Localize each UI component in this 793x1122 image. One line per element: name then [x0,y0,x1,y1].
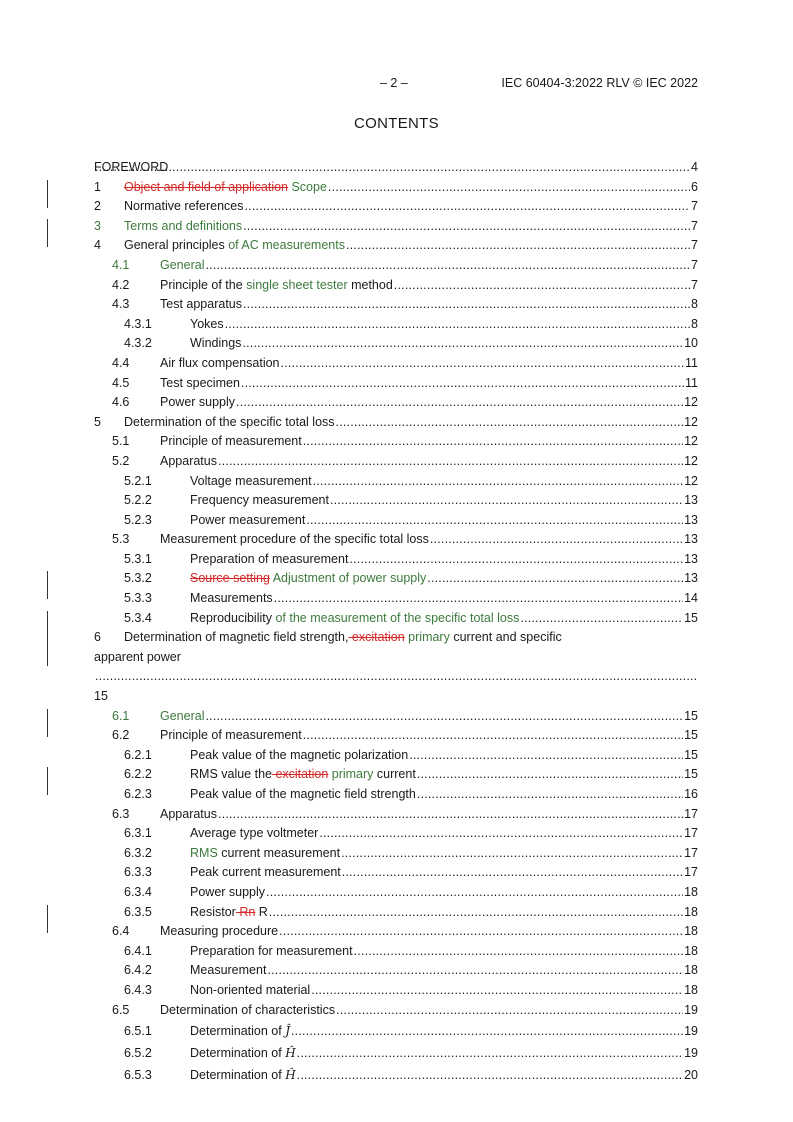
toc-page-number: 8 [691,297,698,312]
toc-entry[interactable] [94,746,698,766]
toc-entry[interactable] [94,1020,698,1042]
change-bar [47,709,48,737]
toc-page-number: 4 [691,160,698,174]
toc-entry[interactable] [94,530,698,550]
toc-entry-number: 6.5 [112,1002,130,1017]
toc-entry-number: 6 [94,630,101,645]
dot-leader [242,334,683,354]
toc-entry[interactable] [94,334,698,354]
toc-entry[interactable] [94,863,698,883]
dot-leader [319,824,683,844]
toc-entry[interactable] [94,1001,698,1021]
dot-leader [291,1020,683,1042]
toc-entry-title: Source setting Adjustment of power supply [190,571,427,586]
toc-page-number: 18 [684,924,698,939]
toc-entry-number: 5.2.2 [124,493,152,508]
table-of-contents [94,158,698,1086]
toc-entry[interactable] [94,472,698,492]
toc-entry[interactable] [94,315,698,335]
toc-entry-number: 5.2.1 [124,473,152,488]
dot-leader [430,530,683,550]
toc-entry-number: 6.5.1 [124,1024,152,1039]
toc-entry-title: Preparation for measurement [190,943,353,958]
toc-entry[interactable] [94,354,698,374]
dot-leader [269,903,683,923]
toc-entry-title: Power measurement [190,512,306,527]
toc-entry[interactable] [94,295,698,315]
toc-entry-number: 5.2.3 [124,512,152,527]
dot-leader [205,256,690,276]
toc-entry[interactable] [94,374,698,394]
toc-page-number: 7 [691,277,698,292]
toc-entry[interactable] [94,197,698,217]
toc-page-number: 13 [684,512,698,527]
dot-leader [205,707,683,727]
toc-entry[interactable] [94,393,698,413]
change-bar [47,630,48,666]
toc-entry-title: Determination of the specific total loss [124,414,335,429]
toc-entry-number: 6.5.2 [124,1046,152,1061]
toc-page-number: 17 [684,865,698,880]
toc-entry-title: Determination of Ĥ [190,1068,296,1083]
toc-entry[interactable] [94,432,698,452]
toc-entry-title: Apparatus [160,806,217,821]
toc-entry-number: 5.3.3 [124,591,152,606]
toc-page-number: 12 [684,473,698,488]
toc-entry[interactable] [94,217,698,237]
dot-leader [267,961,683,981]
toc-entry[interactable] [94,726,698,746]
toc-entry[interactable] [94,805,698,825]
change-bar [47,180,48,208]
toc-page-number: 19 [684,1002,698,1017]
toc-entry[interactable] [94,178,698,198]
toc-entry[interactable] [94,785,698,805]
toc-entry-number: 6.4.1 [124,943,152,958]
toc-page-number: 17 [684,826,698,841]
toc-page-number: 13 [684,571,698,586]
toc-entry-title: Power supply [160,395,236,410]
toc-entry-number: 4.3.1 [124,316,152,331]
toc-page-number: 18 [684,963,698,978]
dot-leader [245,197,691,217]
toc-entry-number: 4.5 [112,375,130,390]
toc-entry-number: 6.3 [112,806,130,821]
toc-entry-number: 5.3.2 [124,571,152,586]
toc-page-number: 6 [691,179,698,194]
toc-entry-title: Average type voltmeter [190,826,319,841]
toc-entry[interactable] [94,413,698,433]
toc-page-number: 15 [684,708,698,723]
toc-entry-title: Peak value of the magnetic polarization [190,747,409,762]
dot-leader [297,1064,683,1086]
toc-page-number: 13 [684,532,698,547]
toc-entry[interactable] [94,824,698,844]
toc-entry-number: 4.2 [112,277,130,292]
math-symbol: Ĥ [285,1046,296,1061]
dot-leader [95,667,697,687]
math-symbol: Ĵ [285,1024,290,1039]
toc-page-number: 13 [684,493,698,508]
toc-entry-title: Principle of measurement [160,728,302,743]
toc-page-number: 7 [691,218,698,233]
dot-leader [336,413,684,433]
toc-entry-title: Determination of magnetic field strength, excitation primary current and specific [124,630,562,645]
toc-entry-title: Test apparatus [160,297,242,312]
toc-page-number: 7 [691,238,698,253]
toc-entry-number: 5.3.1 [124,551,152,566]
toc-entry[interactable]: FOREWORD ..... 4 [94,158,698,178]
toc-entry[interactable] [94,628,698,706]
toc-entry-number: 6.2.1 [124,747,152,762]
toc-page-number: 19 [684,1024,698,1039]
toc-entry-title: Measurement procedure of the specific total loss [160,532,429,547]
toc-page-number: 17 [684,806,698,821]
dot-leader [303,432,683,452]
toc-entry-title: Reproducibility of the measurement of the specific total loss [190,610,520,625]
toc-entry-number: 5.3 [112,532,130,547]
toc-entry[interactable] [94,883,698,903]
toc-page-number: 18 [684,943,698,958]
toc-entry[interactable] [94,569,698,589]
toc-entry-number: 1 [94,179,101,194]
dot-leader [303,726,683,746]
toc-entry-title: Frequency measurement [190,493,329,508]
change-bar [47,767,48,795]
toc-entry[interactable] [94,589,698,609]
toc-entry-number: 3 [94,218,101,233]
dot-leader [218,805,683,825]
toc-entry-title: Measuring procedure [160,924,279,939]
toc-page-number: 18 [684,982,698,997]
dot-leader [336,1001,683,1021]
toc-entry-title: Determination of Ĵ [190,1024,290,1039]
toc-entry-title: General [160,257,205,272]
toc-entry-number: 6.3.3 [124,865,152,880]
standard-reference: IEC 60404-3:2022 RLV © IEC 2022 [501,76,698,90]
dot-leader [236,393,683,413]
dot-leader [328,178,690,198]
dot-leader [279,922,683,942]
toc-entry[interactable] [94,942,698,962]
toc-entry-title: Measurement [190,963,267,978]
dot-leader [342,863,683,883]
toc-entry-title: Peak value of the magnetic field strength [190,787,416,801]
toc-page-number: 15 [94,689,108,704]
toc-entry-title: Principle of the single sheet tester method [160,277,393,292]
toc-entry[interactable] [94,922,698,942]
toc-page-number: 15 [684,728,698,743]
toc-entry-title: Measurements [190,591,273,606]
toc-page-number: 16 [684,787,698,801]
toc-entry-number: 5.1 [112,434,130,449]
dot-leader [225,315,690,335]
toc-page-number: 15 [684,610,698,625]
dot-leader [394,276,690,296]
dot-leader [266,883,683,903]
toc-entry-number: 5 [94,414,101,429]
toc-page-number: 13 [684,551,698,566]
toc-entry-number: 6.4.3 [124,982,152,997]
dot-leader [243,217,690,237]
dot-leader [218,452,683,472]
toc-page-number: 19 [684,1046,698,1061]
math-symbol: Ĥ [285,1068,296,1083]
contents-title: CONTENTS [354,115,439,132]
toc-page-number: 12 [684,414,698,429]
dot-leader [311,981,683,1001]
toc-entry-number: 6.3.2 [124,845,152,860]
toc-entry-number: 4 [94,238,101,253]
toc-page-number: 10 [684,336,698,351]
toc-entry-number: 6.4 [112,924,130,939]
dot-leader [520,609,683,629]
toc-entry-title: Windings [190,336,242,351]
toc-entry-number: 5.3.4 [124,610,152,625]
dot-leader [346,236,690,256]
toc-entry[interactable] [94,1064,698,1086]
page-number: – 2 – [380,76,408,90]
toc-entry-title: Non-oriented material [190,982,311,997]
dot-leader [341,844,683,864]
toc-entry[interactable] [94,550,698,570]
toc-page-number: 7 [691,257,698,272]
toc-page-number: 12 [684,453,698,468]
toc-entry-title: Peak current measurement [190,865,341,880]
toc-entry[interactable] [94,452,698,472]
toc-entry-number: 4.6 [112,395,130,410]
toc-entry[interactable] [94,511,698,531]
toc-entry[interactable] [94,236,698,256]
toc-entry[interactable] [94,844,698,864]
dot-leader [281,354,685,374]
toc-entry-number: 2 [94,199,101,214]
toc-page-number: 12 [684,395,698,410]
toc-page-number: 18 [684,884,698,899]
toc-page-number: 11 [685,375,698,390]
toc-entry-number: 6.3.1 [124,826,152,841]
dot-leader [409,746,683,766]
toc-page-number: 12 [684,434,698,449]
dot-leader [427,569,683,589]
dot-leader [243,295,690,315]
toc-entry-title: Test specimen [160,375,240,390]
toc-entry-number: 6.2.2 [124,767,152,782]
toc-entry-title: General [160,708,205,723]
toc-entry-number: 4.4 [112,355,130,370]
toc-entry[interactable] [94,609,698,629]
toc-entry-title: Normative references [124,199,244,214]
toc-page-number: 14 [684,591,698,606]
dot-leader [349,550,683,570]
toc-entry-number: 6.1 [112,708,130,723]
toc-entry-number: 6.3.4 [124,884,152,899]
dot-leader [330,491,683,511]
toc-entry[interactable] [94,491,698,511]
toc-entry-title: Apparatus [160,453,217,468]
toc-entry[interactable] [94,961,698,981]
toc-page-number: 17 [684,845,698,860]
dot-leader [417,765,683,785]
toc-entry-number: 6.3.5 [124,904,152,919]
toc-page-number: 18 [684,904,698,919]
toc-entry-title: Voltage measurement [190,473,312,488]
toc-entry-number: 6.2 [112,728,130,743]
dot-leader [313,472,683,492]
toc-entry-number: 6.5.3 [124,1068,152,1083]
toc-entry-title: Determination of Ĥ [190,1046,296,1061]
toc-page-number: 15 [684,747,698,762]
toc-entry[interactable] [94,1042,698,1064]
toc-entry-number: 4.3 [112,297,130,312]
dot-leader [297,1042,683,1064]
toc-entry-title: RMS value the excitation primary current [190,767,416,782]
toc-page-number: 11 [685,355,698,370]
toc-page-number: 20 [684,1068,698,1083]
dot-leader [274,589,683,609]
toc-page-number: 15 [684,767,698,782]
toc-entry[interactable] [94,707,698,727]
toc-entry[interactable] [94,981,698,1001]
toc-entry-title: Terms and definitions [124,218,243,233]
toc-page-number: 8 [691,316,698,331]
change-bar [47,219,48,247]
toc-entry[interactable] [94,765,698,785]
dot-leader [95,158,690,178]
change-bar [47,905,48,933]
toc-entry-title: Air flux compensation [160,355,280,370]
toc-entry-title: Determination of characteristics [160,1002,336,1017]
toc-entry-number: 4.1 [112,257,130,272]
toc-page-number: 7 [691,199,698,214]
toc-entry-title: RMS current measurement [190,845,341,860]
toc-entry-title: Yokes [190,316,224,331]
toc-entry[interactable] [94,903,698,923]
dot-leader [417,785,683,805]
toc-entry-title: General principles of AC measurements [124,238,345,253]
toc-entry[interactable] [94,256,698,276]
toc-entry-title: Power supply [190,884,266,899]
toc-entry-number: 5.2 [112,453,130,468]
dot-leader [241,374,684,394]
change-bar [47,571,48,599]
toc-entry-title: Principle of measurement [160,434,302,449]
toc-entry-title: Preparation of measurement [190,551,349,566]
toc-entry-number: 6.4.2 [124,963,152,978]
toc-entry-title: Resistor Rn R [190,904,268,919]
toc-entry-title: Object and field of application Scope [124,179,327,194]
dot-leader [306,511,683,531]
dot-leader [354,942,684,962]
toc-entry-number: 6.2.3 [124,787,152,801]
toc-entry[interactable] [94,276,698,296]
toc-entry-title-line2: apparent power [94,649,181,664]
toc-entry-number: 4.3.2 [124,336,152,351]
